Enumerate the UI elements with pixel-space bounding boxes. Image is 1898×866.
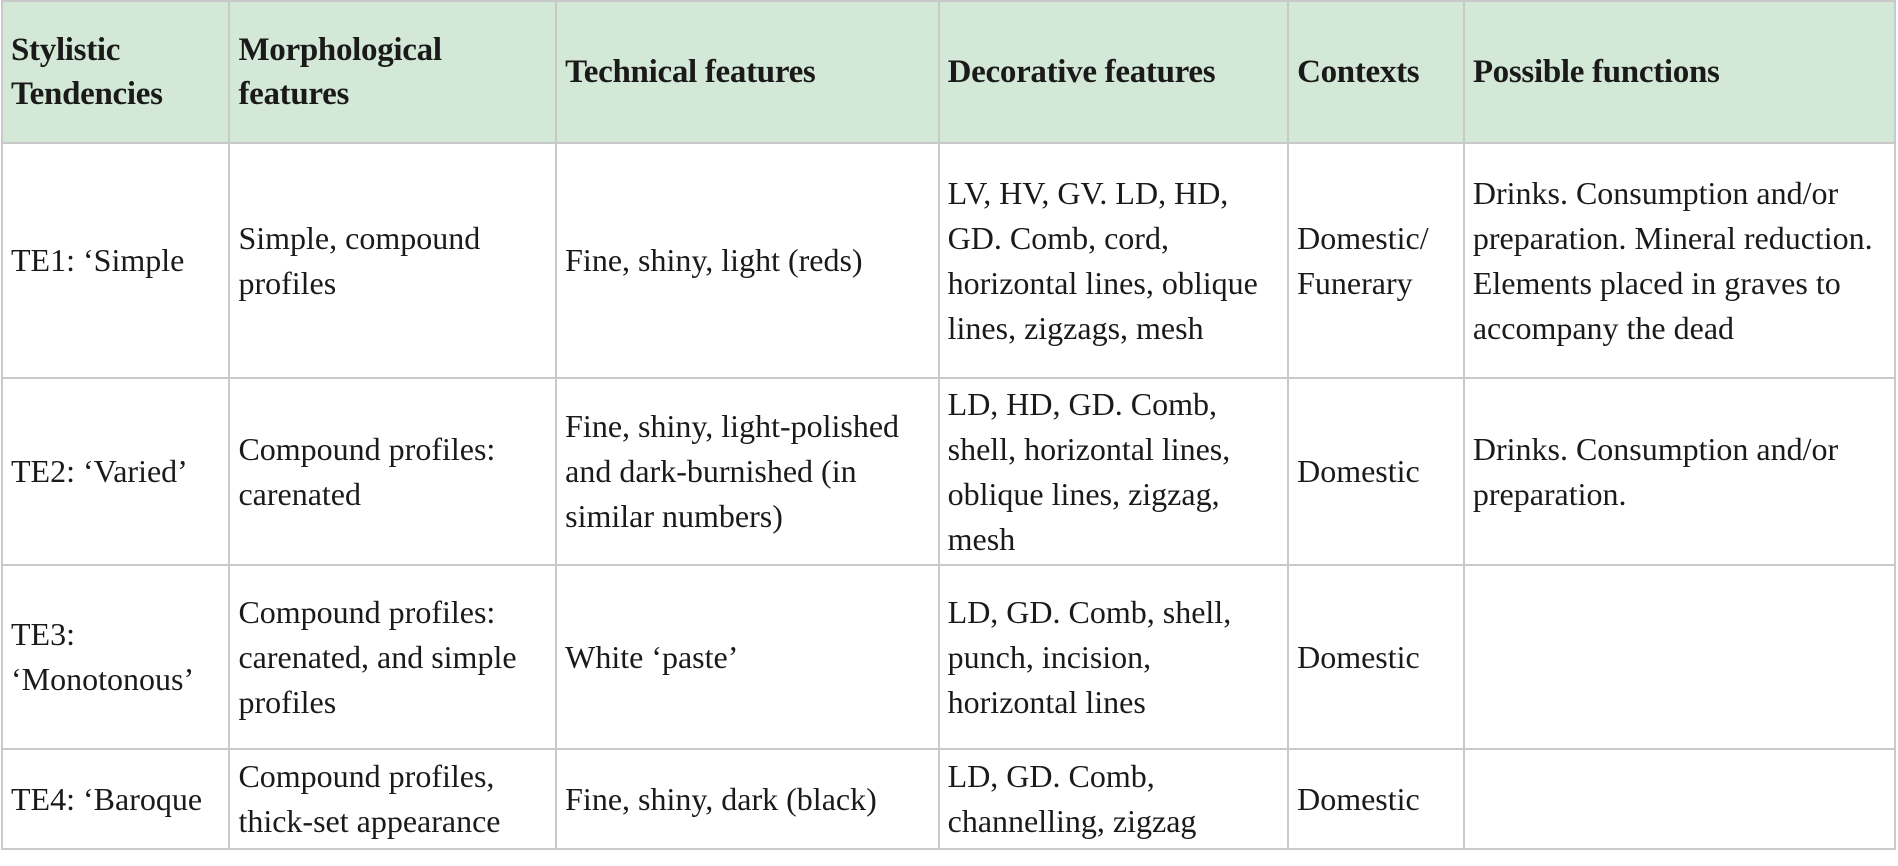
cell-morphological: Simple, compound profiles: [229, 143, 556, 378]
cell-contexts: Domestic/ Funerary: [1288, 143, 1464, 378]
cell-functions: Drinks. Consumption and/or preparation. Mineral reduction. Elements placed in graves to accompany the dead: [1464, 143, 1895, 378]
header-contexts: Contexts: [1288, 1, 1464, 143]
table-row: [2, 378, 1895, 565]
cell-decorative: LD, HD, GD. Comb, shell, horizontal lines, oblique lines, zigzag, mesh: [939, 378, 1288, 565]
cell-tendency: TE1: ‘Simple: [2, 143, 229, 378]
cell-morphological: Compound profiles: carenated: [229, 378, 556, 565]
cell-decorative: LD, GD. Comb, channelling, zigzag: [939, 749, 1288, 849]
header-possible-functions: Possible functions: [1464, 1, 1895, 143]
cell-functions: [1464, 565, 1895, 749]
cell-decorative: LV, HV, GV. LD, HD, GD. Comb, cord, horizontal lines, oblique lines, zigzags, mesh: [939, 143, 1288, 378]
cell-functions: [1464, 749, 1895, 849]
cell-technical: White ‘paste’: [556, 565, 939, 749]
header-row: [2, 1, 1895, 143]
header-stylistic-tendencies: Stylistic Tendencies: [2, 1, 229, 143]
cell-technical: Fine, shiny, light-polished and dark-burnished (in similar numbers): [556, 378, 939, 565]
cell-technical: Fine, shiny, dark (black): [556, 749, 939, 849]
table-row: [2, 143, 1895, 378]
cell-functions: Drinks. Consumption and/or preparation.: [1464, 378, 1895, 565]
header-decorative-features: Decorative features: [939, 1, 1288, 143]
cell-contexts: Domestic: [1288, 378, 1464, 565]
header-morphological-features: Morphological features: [229, 1, 556, 143]
cell-tendency: TE3: ‘Monotonous’: [2, 565, 229, 749]
cell-decorative: LD, GD. Comb, shell, punch, incision, horizontal lines: [939, 565, 1288, 749]
cell-tendency: TE4: ‘Baroque: [2, 749, 229, 849]
table-row: [2, 749, 1895, 849]
cell-contexts: Domestic: [1288, 749, 1464, 849]
cell-morphological: Compound profiles, thick-set appearance: [229, 749, 556, 849]
cell-tendency: TE2: ‘Varied’: [2, 378, 229, 565]
table-row: [2, 565, 1895, 749]
cell-morphological: Compound profiles: carenated, and simple profiles: [229, 565, 556, 749]
cell-technical: Fine, shiny, light (reds): [556, 143, 939, 378]
header-technical-features: Technical features: [556, 1, 939, 143]
cell-contexts: Domestic: [1288, 565, 1464, 749]
stylistic-tendencies-table: [1, 0, 1896, 850]
